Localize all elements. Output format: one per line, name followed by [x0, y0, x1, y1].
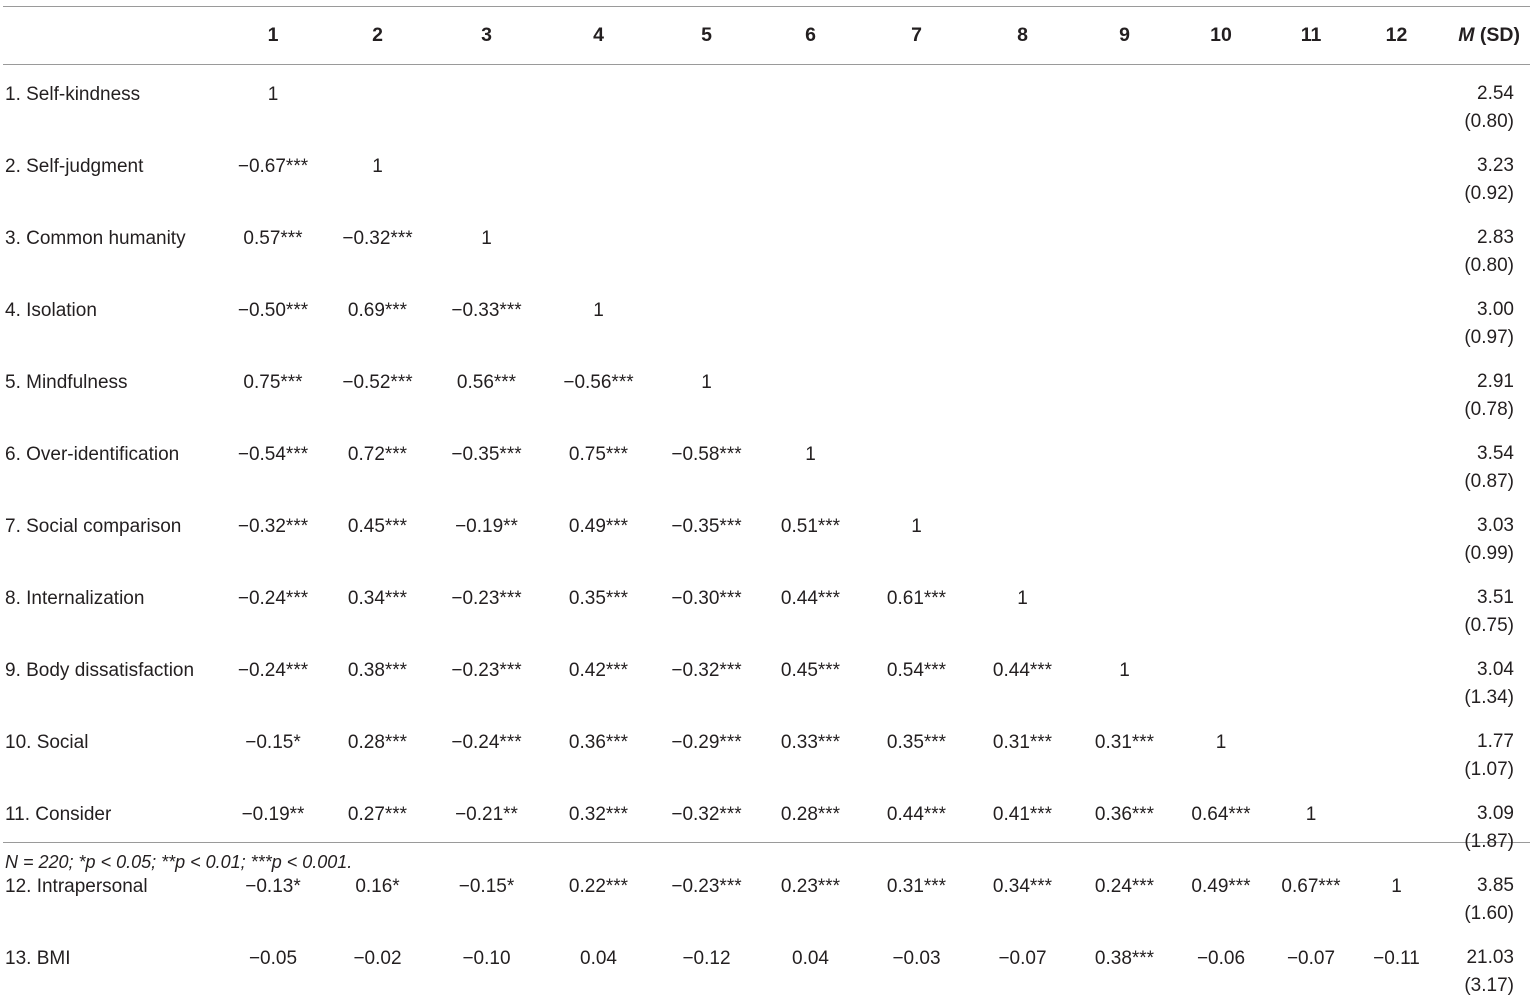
correlation-cell: −0.32*** — [342, 228, 413, 249]
correlation-cell: 0.45*** — [347, 516, 408, 537]
correlation-cell — [1264, 352, 1358, 424]
column-header: 5 — [701, 24, 712, 46]
table-note: N = 220; *p < 0.05; **p < 0.01; ***p < 0.001. — [5, 852, 353, 872]
msd-cell — [1435, 928, 1530, 1000]
mean-value: 3.09 — [1477, 803, 1514, 824]
correlation-cell — [974, 424, 1071, 496]
mean-value: 2.83 — [1477, 227, 1514, 248]
correlation-cell: −0.10 — [462, 948, 511, 969]
correlation-cell: −0.67*** — [237, 156, 309, 177]
msd-cell — [1435, 64, 1530, 136]
correlation-cell: 0.35*** — [886, 732, 947, 753]
correlation-cell — [974, 496, 1071, 568]
correlation-cell: 0.51*** — [780, 516, 841, 537]
sd-value: (1.07) — [1464, 759, 1514, 780]
mean-value: 3.54 — [1477, 443, 1514, 464]
correlation-cell: 0.27*** — [347, 804, 408, 825]
correlation-cell — [859, 64, 974, 136]
sd-value: (0.92) — [1464, 183, 1514, 204]
table-row — [3, 712, 1530, 784]
correlation-cell: 0.32*** — [568, 804, 629, 825]
correlation-cell: 0.75*** — [243, 372, 303, 393]
mean-value: 3.23 — [1477, 155, 1514, 176]
column-header: 12 — [1385, 24, 1408, 46]
correlation-cell: 0.36*** — [1094, 804, 1155, 825]
correlation-cell: 1 — [1215, 732, 1227, 753]
correlation-cell: 0.28*** — [780, 804, 841, 825]
correlation-cell — [762, 280, 859, 352]
table-row — [3, 280, 1530, 352]
correlation-cell: 0.67*** — [1281, 876, 1341, 897]
correlation-cell — [1071, 424, 1178, 496]
correlation-cell — [546, 136, 651, 208]
msd-column-header — [1435, 7, 1530, 64]
correlation-cell: −0.02 — [353, 948, 402, 969]
correlation-cell — [1071, 280, 1178, 352]
correlation-cell — [1071, 208, 1178, 280]
correlation-cell: −0.54*** — [237, 444, 309, 465]
correlation-cell — [974, 280, 1071, 352]
correlation-cell — [762, 208, 859, 280]
msd-cell — [1435, 640, 1530, 712]
correlation-cell: 0.49*** — [568, 516, 629, 537]
correlation-cell — [1358, 136, 1435, 208]
correlation-cell: 0.44*** — [886, 804, 947, 825]
correlation-cell — [546, 64, 651, 136]
msd-cell — [1435, 208, 1530, 280]
sd-value: (3.17) — [1464, 975, 1514, 996]
correlation-cell: 0.36*** — [568, 732, 629, 753]
correlation-cell: −0.24*** — [237, 660, 309, 681]
column-header: 11 — [1300, 24, 1322, 46]
sd-value: (0.78) — [1464, 399, 1514, 420]
correlation-cell — [974, 352, 1071, 424]
msd-cell — [1435, 712, 1530, 784]
correlation-cell — [762, 64, 859, 136]
row-label: 5. Mindfulness — [5, 372, 128, 393]
correlation-cell: 1 — [267, 84, 279, 105]
correlation-cell — [859, 208, 974, 280]
mean-value: 3.00 — [1477, 299, 1514, 320]
correlation-cell: −0.19** — [455, 516, 518, 537]
row-label: 7. Social comparison — [5, 516, 182, 537]
correlation-cell — [1178, 280, 1264, 352]
correlation-cell — [427, 136, 546, 208]
correlation-cell: 1 — [372, 156, 383, 177]
correlation-cell — [1178, 640, 1264, 712]
table-row — [3, 568, 1530, 640]
correlation-cell — [546, 208, 651, 280]
row-label: 3. Common humanity — [5, 228, 186, 249]
table-row — [3, 136, 1530, 208]
row-label: 6. Over-identification — [5, 444, 180, 465]
msd-cell — [1435, 136, 1530, 208]
correlation-cell: 0.54*** — [886, 660, 947, 681]
correlation-cell — [1264, 496, 1358, 568]
correlation-cell — [1178, 352, 1264, 424]
sd-value: (0.87) — [1464, 471, 1514, 492]
row-label: 12. Intrapersonal — [5, 876, 148, 897]
correlation-cell: 0.23*** — [780, 876, 841, 897]
correlation-cell: −0.33*** — [451, 300, 522, 321]
correlation-cell: −0.35*** — [451, 444, 522, 465]
correlation-cell — [1071, 136, 1178, 208]
correlation-cell: −0.06 — [1196, 948, 1246, 969]
correlation-cell: −0.03 — [892, 948, 941, 969]
sd-value: (1.87) — [1464, 831, 1514, 852]
correlation-cell: −0.58*** — [671, 444, 742, 465]
correlation-cell: −0.12 — [682, 948, 731, 969]
correlation-cell: −0.15* — [245, 732, 301, 753]
correlation-cell — [974, 136, 1071, 208]
correlation-cell: −0.15* — [458, 876, 515, 897]
correlation-cell: −0.11 — [1373, 948, 1420, 969]
correlation-cell: 0.04 — [792, 948, 829, 969]
correlation-cell: 0.75*** — [568, 444, 629, 465]
correlation-cell — [1178, 208, 1264, 280]
correlation-cell — [1178, 136, 1264, 208]
correlation-cell: 0.31*** — [886, 876, 947, 897]
correlation-cell: −0.50*** — [237, 300, 309, 321]
correlation-cell — [1358, 712, 1435, 784]
table-row — [3, 64, 1530, 136]
row-label: 1. Self-kindness — [5, 84, 141, 105]
correlation-cell: 0.69*** — [347, 300, 408, 321]
correlation-cell: 0.57*** — [243, 228, 303, 249]
sd-header: (SD) — [1479, 24, 1520, 46]
correlation-cell — [1071, 64, 1178, 136]
mean-value: 3.03 — [1477, 515, 1514, 536]
correlation-cell — [1178, 64, 1264, 136]
correlation-cell: −0.29*** — [671, 732, 742, 753]
correlation-cell — [1358, 640, 1435, 712]
column-header: 7 — [911, 24, 922, 46]
correlation-cell: −0.13* — [245, 876, 301, 897]
correlation-cell: 0.28*** — [347, 732, 408, 753]
header-row — [3, 7, 1530, 64]
sd-value: (1.34) — [1464, 687, 1514, 708]
mean-value: 3.04 — [1477, 659, 1514, 680]
correlation-cell — [1264, 64, 1358, 136]
correlation-cell: 0.04 — [580, 948, 617, 969]
correlation-cell: 1 — [1119, 660, 1130, 681]
row-label: 9. Body dissatisfaction — [5, 660, 195, 681]
correlation-cell: 0.44*** — [992, 660, 1053, 681]
correlation-cell — [1264, 280, 1358, 352]
column-header: 1 — [267, 24, 279, 46]
column-header: 10 — [1210, 24, 1232, 46]
correlation-cell: 0.41*** — [992, 804, 1053, 825]
correlation-cell: −0.32*** — [671, 660, 742, 681]
correlation-cell — [1358, 424, 1435, 496]
correlation-cell: −0.32*** — [671, 804, 742, 825]
correlation-cell — [859, 136, 974, 208]
row-label: 2. Self-judgment — [5, 156, 144, 177]
correlation-cell: 0.34*** — [347, 588, 408, 609]
correlation-cell: 0.16* — [355, 876, 400, 897]
correlation-cell — [651, 64, 762, 136]
correlation-cell — [974, 64, 1071, 136]
correlation-cell: 0.31*** — [1094, 732, 1155, 753]
correlation-cell — [1071, 568, 1178, 640]
column-header: 6 — [805, 24, 816, 46]
correlation-cell: −0.24*** — [237, 588, 309, 609]
correlation-cell: 0.38*** — [1094, 948, 1155, 969]
mean-value: 1.77 — [1477, 731, 1514, 752]
correlation-cell: −0.05 — [248, 948, 298, 969]
correlation-cell — [1178, 496, 1264, 568]
row-label: 13. BMI — [5, 948, 71, 969]
correlation-cell: 0.42*** — [568, 660, 629, 681]
correlation-cell — [1071, 496, 1178, 568]
correlation-cell — [1264, 712, 1358, 784]
row-label: 4. Isolation — [5, 300, 97, 321]
correlation-cell: −0.23*** — [451, 588, 522, 609]
column-header: 2 — [372, 24, 383, 46]
msd-cell — [1435, 496, 1530, 568]
correlation-cell: 0.61*** — [886, 588, 947, 609]
correlation-cell: 0.44*** — [780, 588, 841, 609]
correlation-cell — [1358, 352, 1435, 424]
sd-value: (0.75) — [1464, 615, 1514, 636]
correlation-cell — [762, 136, 859, 208]
correlation-cell: −0.07 — [998, 948, 1047, 969]
correlation-cell — [651, 136, 762, 208]
correlation-cell — [651, 280, 762, 352]
correlation-cell: 1 — [593, 300, 604, 321]
correlation-cell — [1358, 280, 1435, 352]
table-row — [3, 352, 1530, 424]
correlation-cell: −0.56*** — [563, 372, 634, 393]
correlation-cell — [328, 64, 427, 136]
correlation-cell — [1264, 640, 1358, 712]
msd-cell — [1435, 424, 1530, 496]
correlation-cell — [1358, 64, 1435, 136]
correlation-cell — [1264, 136, 1358, 208]
correlation-cell — [1178, 424, 1264, 496]
correlation-cell: 0.56*** — [456, 372, 517, 393]
correlation-cell: −0.52*** — [342, 372, 413, 393]
sd-value: (0.97) — [1464, 327, 1514, 348]
correlation-cell — [1358, 208, 1435, 280]
table-row — [3, 424, 1530, 496]
correlation-cell: 0.33*** — [780, 732, 841, 753]
column-header: 4 — [593, 24, 604, 46]
correlation-cell: 1 — [1305, 804, 1317, 825]
correlation-cell — [651, 208, 762, 280]
correlation-cell: −0.21** — [455, 804, 518, 825]
sd-value: (0.80) — [1464, 111, 1514, 132]
mean-value: 21.03 — [1466, 947, 1514, 968]
correlation-cell: 0.45*** — [780, 660, 841, 681]
correlation-cell: 0.38*** — [347, 660, 408, 681]
row-label: 8. Internalization — [5, 588, 145, 609]
correlation-cell — [1358, 568, 1435, 640]
sd-value: (0.80) — [1464, 255, 1514, 276]
correlation-cell: 0.72*** — [347, 444, 408, 465]
column-header: 9 — [1119, 24, 1130, 46]
msd-cell — [1435, 352, 1530, 424]
column-header: 3 — [481, 24, 492, 46]
correlation-cell — [427, 64, 546, 136]
correlation-cell: 0.24*** — [1094, 876, 1155, 897]
correlation-cell — [859, 280, 974, 352]
correlation-cell: 1 — [1391, 876, 1402, 897]
correlation-cell: 1 — [701, 372, 712, 393]
correlation-cell: 0.22*** — [568, 876, 629, 897]
correlation-cell: 0.49*** — [1191, 876, 1251, 897]
correlation-cell: 0.35*** — [568, 588, 629, 609]
correlation-cell — [1358, 496, 1435, 568]
mean-value: 3.85 — [1477, 875, 1514, 896]
correlation-cell: 1 — [481, 228, 492, 249]
correlation-cell — [1264, 568, 1358, 640]
correlation-cell: −0.23*** — [451, 660, 522, 681]
mean-value: 3.51 — [1477, 587, 1514, 608]
sd-value: (0.99) — [1464, 543, 1514, 564]
header-row-label-column — [3, 7, 218, 64]
correlation-cell — [859, 352, 974, 424]
msd-cell — [1435, 280, 1530, 352]
correlation-cell — [1071, 352, 1178, 424]
table-row — [3, 784, 1530, 856]
correlation-cell — [1264, 208, 1358, 280]
correlation-cell: 0.34*** — [992, 876, 1053, 897]
correlation-cell — [974, 208, 1071, 280]
correlation-cell — [762, 352, 859, 424]
table-row — [3, 208, 1530, 280]
msd-cell — [1435, 568, 1530, 640]
mean-value: 2.54 — [1477, 83, 1514, 104]
correlation-cell — [1178, 568, 1264, 640]
correlation-cell: 1 — [805, 444, 816, 465]
correlation-cell: −0.19** — [241, 804, 305, 825]
correlation-cell: 1 — [911, 516, 922, 537]
column-header: 8 — [1017, 24, 1028, 46]
correlation-cell: −0.07 — [1286, 948, 1336, 969]
correlation-cell: 0.64*** — [1191, 804, 1251, 825]
correlation-cell — [1358, 784, 1435, 856]
correlation-cell: 0.31*** — [992, 732, 1053, 753]
correlation-cell: −0.24*** — [451, 732, 522, 753]
correlation-cell — [859, 424, 974, 496]
correlation-cell — [1264, 424, 1358, 496]
correlation-cell: −0.23*** — [671, 876, 742, 897]
correlation-cell: −0.30*** — [671, 588, 742, 609]
correlation-cell: 1 — [1017, 588, 1028, 609]
mean-header: M — [1458, 24, 1475, 46]
row-label: 11. Consider — [5, 804, 112, 825]
msd-cell — [1435, 784, 1530, 856]
table-row — [3, 496, 1530, 568]
mean-value: 2.91 — [1477, 371, 1514, 392]
table-row — [3, 928, 1530, 1000]
correlation-cell: −0.32*** — [237, 516, 309, 537]
msd-cell — [1435, 856, 1530, 928]
table-row — [3, 640, 1530, 712]
correlation-cell: −0.35*** — [671, 516, 742, 537]
sd-value: (1.60) — [1464, 903, 1514, 924]
row-label: 10. Social — [5, 732, 89, 753]
